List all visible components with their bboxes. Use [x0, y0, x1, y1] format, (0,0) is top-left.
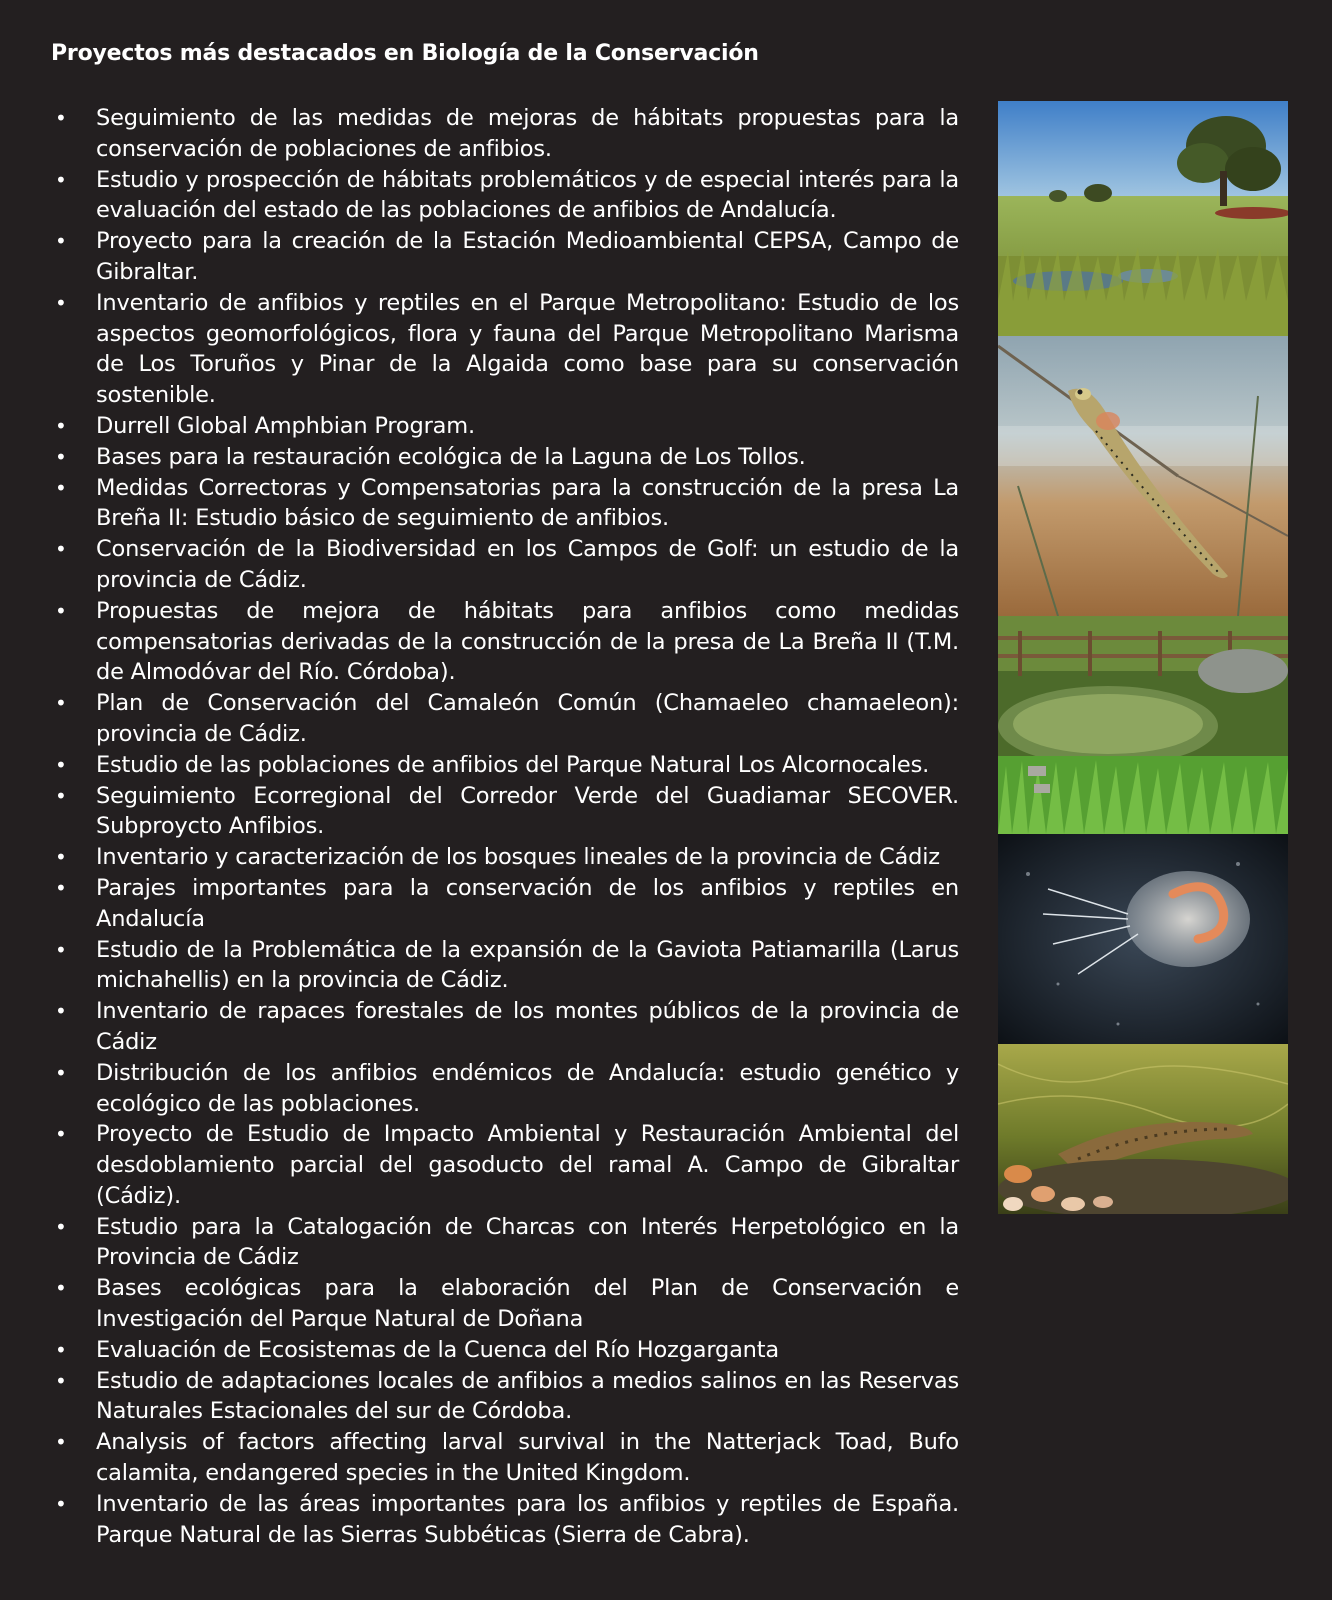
aquatic-larva-photo [998, 834, 1288, 1044]
bullet: • [55, 229, 67, 254]
bullet: • [55, 999, 67, 1024]
list-item [51, 1335, 959, 1366]
list-item-text: Inventario de anfibios y reptiles en el Parque Metropolitano: Estudio de los aspectos geomorfológicos, flora y fauna del Parque Metropolitano Marisma de Los Toruños y Pinar de la Algaida como base para su conservación sostenible. [96, 289, 959, 409]
list-item-text: Estudio de la Problemática de la expansión de la Gaviota Patiamarilla (Larus michahellis) en la provincia de Cádiz. [96, 936, 959, 994]
list-item-text: Inventario de las áreas importantes para los anfibios y reptiles de España. Parque Natural de las Sierras Subbéticas (Sierra de Cabra). [96, 1490, 959, 1548]
list-item-text: Estudio de las poblaciones de anfibios del Parque Natural Los Alcornocales. [96, 751, 930, 778]
bullet: • [55, 1276, 67, 1301]
list-item-text: Plan de Conservación del Camaleón Común (Chamaeleo chamaeleon): provincia de Cádiz. [96, 690, 959, 747]
list-item [51, 226, 959, 288]
bullet: • [55, 783, 67, 808]
bullet: • [55, 1060, 67, 1085]
list-item [51, 750, 959, 781]
list-item [51, 534, 959, 596]
list-item [51, 996, 959, 1058]
bullet: • [55, 475, 67, 500]
list-item-text: Bases ecológicas para la elaboración del Plan de Conservación e Investigación del Parque Natural de Doñana [96, 1275, 959, 1333]
list-item-text: Inventario y caracterización de los bosques lineales de la provincia de Cádiz [96, 844, 940, 871]
list-item [51, 1119, 959, 1211]
list-item [51, 1058, 959, 1120]
bullet: • [55, 106, 67, 130]
bullet: • [55, 290, 67, 315]
list-item-text: Seguimiento Ecorregional del Corredor Verde del Guadiamar SECOVER. Subproycto Anfibios. [96, 782, 959, 840]
list-item-text: Bases para la restauración ecológica de la Laguna de Los Tollos. [96, 443, 806, 470]
list-item [51, 1427, 959, 1489]
list-item-text: Analysis of factors affecting larval survival in the Natterjack Toad, Bufo calamita, endangered species in the United Kingdom. [96, 1429, 959, 1487]
wetland-meadow-photo [998, 101, 1288, 336]
bullet: • [55, 167, 67, 192]
list-item-text: Parajes importantes para la conservación de los anfibios y reptiles en Andalucía [96, 874, 959, 932]
bullet: • [55, 537, 67, 562]
list-item [51, 842, 959, 873]
list-item [51, 288, 959, 411]
bullet: • [55, 691, 67, 716]
restored-pond-photo [998, 616, 1288, 834]
list-item-text: Evaluación de Ecosistemas de la Cuenca del Río Hozgarganta [96, 1336, 779, 1363]
list-item-text: Proyecto para la creación de la Estación Medioambiental CEPSA, Campo de Gibraltar. [96, 228, 959, 285]
list-item [51, 873, 959, 935]
bullet: • [55, 1368, 67, 1393]
list-item [51, 165, 959, 227]
projects-list [51, 103, 959, 1550]
list-item [51, 411, 959, 442]
bullet: • [55, 413, 67, 438]
list-item [51, 103, 959, 165]
list-item [51, 596, 959, 688]
list-item-text: Inventario de rapaces forestales de los montes públicos de la provincia de Cádiz [96, 998, 959, 1055]
list-item-text: Durrell Global Amphbian Program. [96, 412, 475, 439]
bullet: • [55, 937, 67, 962]
list-item-text: Estudio para la Catalogación de Charcas con Interés Herpetológico en la Provincia de Cádiz [96, 1213, 959, 1271]
list-item [51, 781, 959, 843]
list-item [51, 473, 959, 535]
bullet: • [55, 845, 67, 870]
page-title: Proyectos más destacados en Biología de la Conservación [51, 41, 759, 66]
newt-underwater-photo [998, 1044, 1288, 1214]
list-item-text: Estudio y prospección de hábitats problemáticos y de especial interés para la evaluación del estado de las poblaciones de anfibios de Andalucía. [96, 166, 959, 224]
bullet: • [55, 1214, 67, 1239]
list-item [51, 935, 959, 997]
list-item [51, 1273, 959, 1335]
bullet: • [55, 1430, 67, 1455]
list-item [51, 688, 959, 750]
list-item [51, 1212, 959, 1274]
photo-column [998, 101, 1288, 1214]
bullet: • [55, 875, 67, 900]
bullet: • [55, 1491, 67, 1516]
list-item [51, 1489, 959, 1551]
list-item-text: Seguimiento de las medidas de mejoras de hábitats propuestas para la conservación de poblaciones de anfibios. [96, 105, 959, 162]
list-item-text: Distribución de los anfibios endémicos de Andalucía: estudio genético y ecológico de las poblaciones. [96, 1059, 959, 1117]
bullet: • [55, 444, 67, 469]
bullet: • [55, 752, 67, 777]
list-item-text: Conservación de la Biodiversidad en los Campos de Golf: un estudio de la provincia de Cádiz. [96, 536, 959, 593]
list-item-text: Propuestas de mejora de hábitats para anfibios como medidas compensatorias derivadas de la construcción de la presa de La Breña II (T.M. de Almodóvar del Río. Córdoba). [96, 597, 959, 686]
list-item [51, 442, 959, 473]
list-item-text: Medidas Correctoras y Compensatorias para la construcción de la presa La Breña II: Estudio básico de seguimiento de anfibios. [96, 474, 959, 532]
list-item [51, 1366, 959, 1428]
list-item-text: Estudio de adaptaciones locales de anfibios a medios salinos en las Reservas Naturales Estacionales del sur de Córdoba. [96, 1367, 959, 1425]
newt-larva-photo [998, 336, 1288, 616]
bullet: • [55, 1122, 67, 1147]
list-item-text: Proyecto de Estudio de Impacto Ambiental y Restauración Ambiental del desdoblamiento parcial del gasoducto del ramal A. Campo de Gibraltar (Cádiz). [96, 1121, 959, 1209]
bullet: • [55, 1337, 67, 1362]
bullet: • [55, 598, 67, 623]
